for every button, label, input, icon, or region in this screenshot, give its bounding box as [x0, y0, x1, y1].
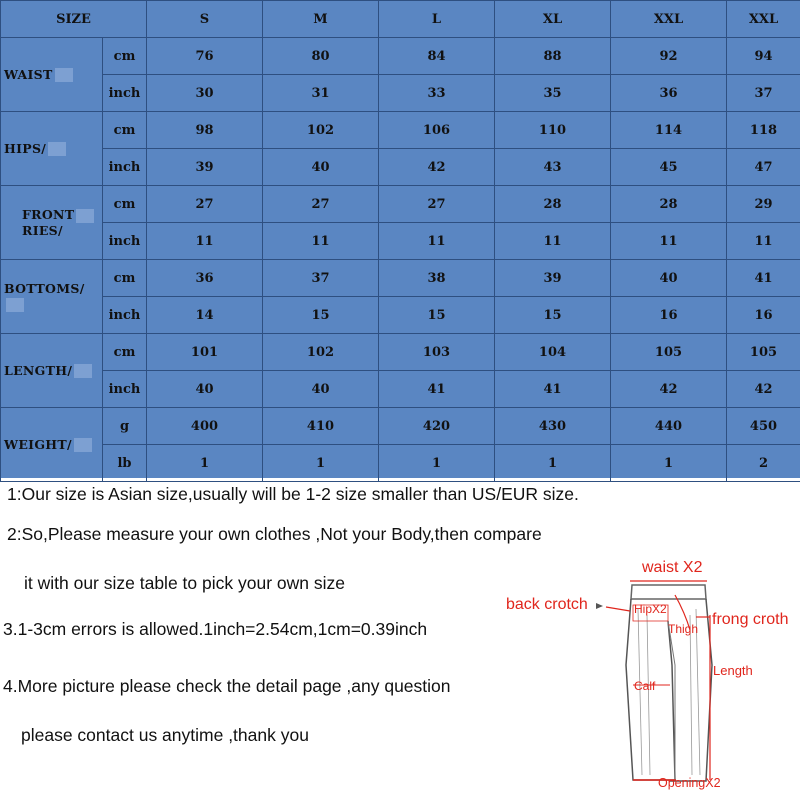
value-cell: 40 — [147, 371, 263, 408]
value-cell: 28 — [495, 186, 611, 223]
value-cell: 30 — [147, 75, 263, 112]
value-cell: 118 — [727, 112, 800, 149]
note-3: 3.1-3cm errors is allowed.1inch=2.54cm,1cm=0.39inch — [3, 619, 427, 640]
header-size: SIZE — [1, 1, 147, 38]
value-cell: 27 — [263, 186, 379, 223]
row-label-text-2: RIES/ — [22, 223, 63, 238]
value-cell: 47 — [727, 149, 800, 186]
header-xxl-2: XXL — [727, 1, 800, 38]
value-cell: 36 — [611, 75, 727, 112]
table-row — [1, 408, 800, 445]
pants-icon — [500, 555, 800, 800]
value-cell: 114 — [611, 112, 727, 149]
note-1: 1:Our size is Asian size,usually will be 1-2 size smaller than US/EUR size. — [7, 484, 579, 505]
table-row — [1, 75, 800, 112]
table-row — [1, 186, 800, 223]
row-label — [1, 186, 103, 260]
value-cell: 29 — [727, 186, 800, 223]
value-cell: 14 — [147, 297, 263, 334]
header-m: M — [263, 1, 379, 38]
value-cell: 15 — [379, 297, 495, 334]
value-cell: 400 — [147, 408, 263, 445]
table-row — [1, 371, 800, 408]
value-cell: 42 — [379, 149, 495, 186]
value-cell: 104 — [495, 334, 611, 371]
value-cell: 103 — [379, 334, 495, 371]
value-cell: 42 — [611, 371, 727, 408]
value-cell: 45 — [611, 149, 727, 186]
table-row — [1, 260, 800, 297]
row-label-text: WEIGHT/ — [4, 437, 72, 452]
table-row — [1, 334, 800, 371]
note-4b: please contact us anytime ,thank you — [21, 725, 309, 746]
value-cell: 35 — [495, 75, 611, 112]
unit-cell: cm — [103, 186, 147, 223]
value-cell: 102 — [263, 334, 379, 371]
table-row — [1, 297, 800, 334]
unit-cell: lb — [103, 445, 147, 482]
row-label-text: HIPS/ — [4, 141, 46, 156]
value-cell: 42 — [727, 371, 800, 408]
value-cell: 11 — [147, 223, 263, 260]
value-cell: 94 — [727, 38, 800, 75]
note-2b: it with our size table to pick your own size — [24, 573, 345, 594]
header-s: S — [147, 1, 263, 38]
value-cell: 106 — [379, 112, 495, 149]
value-cell: 105 — [727, 334, 800, 371]
unit-cell: inch — [103, 75, 147, 112]
value-cell: 36 — [147, 260, 263, 297]
unit-cell: inch — [103, 371, 147, 408]
table-row — [1, 223, 800, 260]
value-cell: 28 — [611, 186, 727, 223]
value-cell: 11 — [611, 223, 727, 260]
value-cell: 88 — [495, 38, 611, 75]
header-l: L — [379, 1, 495, 38]
row-label — [1, 38, 103, 112]
table-row — [1, 38, 800, 75]
row-label-text: LENGTH/ — [4, 363, 72, 378]
value-cell: 410 — [263, 408, 379, 445]
value-cell: 102 — [263, 112, 379, 149]
redacted-mark — [6, 298, 24, 312]
value-cell: 430 — [495, 408, 611, 445]
redacted-mark — [74, 438, 92, 452]
value-cell: 16 — [611, 297, 727, 334]
value-cell: 1 — [379, 445, 495, 482]
value-cell: 41 — [379, 371, 495, 408]
value-cell: 92 — [611, 38, 727, 75]
value-cell: 105 — [611, 334, 727, 371]
value-cell: 15 — [263, 297, 379, 334]
redacted-mark — [74, 364, 92, 378]
value-cell: 33 — [379, 75, 495, 112]
pants-measurement-diagram — [500, 555, 800, 800]
unit-cell: cm — [103, 112, 147, 149]
thigh-label: Thigh — [668, 622, 698, 636]
waist-label: waist X2 — [642, 559, 702, 577]
header-xl: XL — [495, 1, 611, 38]
hip-label: HipX2 — [634, 602, 667, 616]
value-cell: 16 — [727, 297, 800, 334]
value-cell: 40 — [611, 260, 727, 297]
redacted-mark — [48, 142, 66, 156]
row-label — [1, 408, 103, 482]
value-cell: 1 — [147, 445, 263, 482]
value-cell: 41 — [495, 371, 611, 408]
value-cell: 11 — [263, 223, 379, 260]
value-cell: 1 — [611, 445, 727, 482]
unit-cell: inch — [103, 223, 147, 260]
redacted-mark — [76, 209, 94, 223]
value-cell: 1 — [495, 445, 611, 482]
value-cell: 98 — [147, 112, 263, 149]
row-label-text: FRONT — [22, 207, 74, 222]
value-cell: 37 — [263, 260, 379, 297]
value-cell: 110 — [495, 112, 611, 149]
value-cell: 11 — [379, 223, 495, 260]
table-row — [1, 149, 800, 186]
unit-cell: inch — [103, 149, 147, 186]
value-cell: 80 — [263, 38, 379, 75]
value-cell: 84 — [379, 38, 495, 75]
note-2a: 2:So,Please measure your own clothes ,Not your Body,then compare — [7, 524, 542, 545]
table-row — [1, 445, 800, 482]
redacted-mark — [55, 68, 73, 82]
value-cell: 43 — [495, 149, 611, 186]
value-cell: 41 — [727, 260, 800, 297]
value-cell: 39 — [495, 260, 611, 297]
calf-label: Calf — [634, 679, 655, 693]
front-crotch-label: frong croth — [712, 611, 788, 629]
value-cell: 40 — [263, 371, 379, 408]
value-cell: 15 — [495, 297, 611, 334]
value-cell: 11 — [727, 223, 800, 260]
row-label-text: WAIST — [4, 67, 53, 82]
unit-cell: inch — [103, 297, 147, 334]
value-cell: 27 — [379, 186, 495, 223]
unit-cell: cm — [103, 334, 147, 371]
value-cell: 11 — [495, 223, 611, 260]
back-crotch-label: back crotch — [506, 596, 588, 614]
value-cell: 38 — [379, 260, 495, 297]
value-cell: 39 — [147, 149, 263, 186]
unit-cell: g — [103, 408, 147, 445]
unit-cell: cm — [103, 260, 147, 297]
row-label — [1, 112, 103, 186]
value-cell: 37 — [727, 75, 800, 112]
note-4a: 4.More picture please check the detail page ,any question — [3, 676, 451, 697]
value-cell: 2 — [727, 445, 800, 482]
value-cell: 450 — [727, 408, 800, 445]
table-row — [1, 112, 800, 149]
row-label-text: BOTTOMS/ — [4, 281, 85, 296]
value-cell: 420 — [379, 408, 495, 445]
row-label — [1, 260, 103, 334]
value-cell: 101 — [147, 334, 263, 371]
value-cell: 1 — [263, 445, 379, 482]
header-row — [1, 1, 800, 38]
value-cell: 31 — [263, 75, 379, 112]
length-label: Length — [713, 663, 753, 678]
row-label — [1, 334, 103, 408]
value-cell: 440 — [611, 408, 727, 445]
value-cell: 40 — [263, 149, 379, 186]
value-cell: 27 — [147, 186, 263, 223]
unit-cell: cm — [103, 38, 147, 75]
opening-label: OpeningX2 — [658, 776, 721, 790]
value-cell: 76 — [147, 38, 263, 75]
header-xxl: XXL — [611, 1, 727, 38]
